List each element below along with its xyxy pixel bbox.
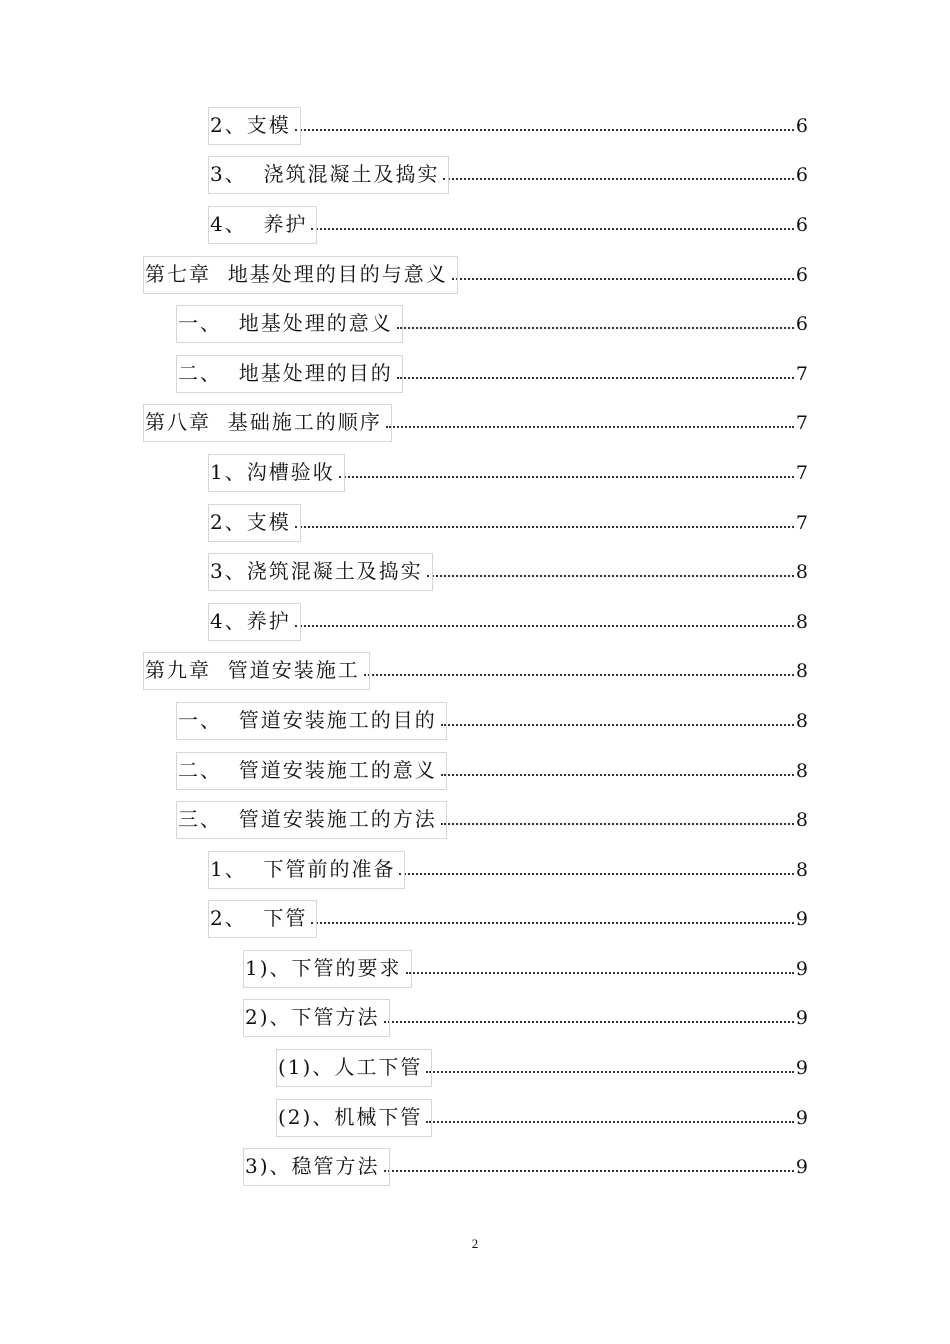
toc-entry-subsubitem[interactable] bbox=[0, 1092, 950, 1142]
toc-entry-section[interactable] bbox=[0, 348, 950, 398]
toc-entry-page: 9 bbox=[795, 1156, 808, 1179]
toc-entry-title: 1)、下管的要求 bbox=[245, 953, 404, 983]
toc-entry-page: 9 bbox=[795, 908, 808, 931]
toc-entry-page: 7 bbox=[795, 511, 808, 534]
toc-entry-section[interactable] bbox=[0, 298, 950, 348]
toc-entry-section[interactable] bbox=[0, 745, 950, 795]
toc-entry-page: 7 bbox=[795, 461, 808, 484]
toc-entry-title: 第七章 地基处理的目的与意义 bbox=[145, 259, 450, 289]
toc-leader-dots bbox=[311, 228, 793, 230]
toc-entry-page: 8 bbox=[795, 809, 808, 832]
toc-entry-subitem[interactable] bbox=[0, 1141, 950, 1191]
page-number: 2 bbox=[471, 1236, 479, 1251]
toc-entry-chapter[interactable] bbox=[0, 646, 950, 696]
toc-entry-title: 4、养护 bbox=[210, 606, 293, 636]
toc-leader-dots bbox=[295, 526, 794, 528]
toc-entry-title: 3、浇筑混凝土及捣实 bbox=[210, 556, 425, 586]
toc-leader-dots bbox=[406, 972, 794, 974]
toc-entry-title: 三、 管道安装施工的方法 bbox=[178, 804, 439, 834]
toc-entry-page: 8 bbox=[795, 709, 808, 732]
toc-entry-page: 9 bbox=[795, 957, 808, 980]
toc-entry-page: 6 bbox=[795, 263, 808, 286]
toc-entry-subitem[interactable] bbox=[0, 993, 950, 1043]
toc-entry-subsubitem[interactable] bbox=[0, 1042, 950, 1092]
toc-entry-title: 一、 地基处理的意义 bbox=[178, 308, 395, 338]
toc-entry-page: 9 bbox=[795, 1106, 808, 1129]
toc-entry-title: 二、 地基处理的目的 bbox=[178, 358, 395, 388]
toc-leader-dots bbox=[311, 922, 793, 924]
toc-entry-page: 7 bbox=[795, 362, 808, 385]
toc-leader-dots bbox=[397, 377, 794, 379]
toc-entry[interactable] bbox=[0, 894, 950, 944]
toc-entry-title: 第八章 基础施工的顺序 bbox=[145, 407, 384, 437]
toc-entry-page: 8 bbox=[795, 660, 808, 683]
toc-entry-title: 第九章 管道安装施工 bbox=[145, 655, 362, 685]
toc-entry-subitem[interactable] bbox=[0, 943, 950, 993]
toc-entry-section[interactable] bbox=[0, 695, 950, 745]
toc-entry-title: 2、支模 bbox=[210, 110, 293, 140]
toc-leader-dots bbox=[441, 774, 794, 776]
toc-entry-title: 1、沟槽验收 bbox=[210, 457, 337, 487]
toc-entry-page: 6 bbox=[795, 114, 808, 137]
toc-entry-page: 8 bbox=[795, 561, 808, 584]
toc-leader-dots bbox=[384, 1170, 794, 1172]
toc-entry-title: 4、 养护 bbox=[210, 209, 309, 239]
toc-entry-page: 8 bbox=[795, 759, 808, 782]
toc-entry-page: 6 bbox=[795, 213, 808, 236]
toc-leader-dots bbox=[426, 1071, 794, 1073]
toc-leader-dots bbox=[426, 1121, 794, 1123]
toc-entry-section[interactable] bbox=[0, 794, 950, 844]
toc-entry-page: 9 bbox=[795, 1007, 808, 1030]
toc-leader-dots bbox=[364, 674, 794, 676]
toc-leader-dots bbox=[386, 426, 794, 428]
toc-leader-dots bbox=[397, 327, 794, 329]
toc-entry-page: 8 bbox=[795, 610, 808, 633]
toc-entry[interactable] bbox=[0, 100, 950, 150]
toc-entry-title: 1、 下管前的准备 bbox=[210, 854, 397, 884]
toc-entry-page: 6 bbox=[795, 164, 808, 187]
toc-leader-dots bbox=[339, 476, 794, 478]
toc-entry[interactable] bbox=[0, 150, 950, 200]
toc-entry-page: 8 bbox=[795, 858, 808, 881]
toc-leader-dots bbox=[295, 129, 794, 131]
toc-entry[interactable] bbox=[0, 447, 950, 497]
table-of-contents bbox=[0, 100, 950, 1191]
toc-entry[interactable] bbox=[0, 199, 950, 249]
toc-entry-chapter[interactable] bbox=[0, 249, 950, 299]
toc-entry-page: 7 bbox=[795, 412, 808, 435]
toc-entry-title: (2)、机械下管 bbox=[278, 1102, 424, 1132]
toc-leader-dots bbox=[441, 724, 794, 726]
toc-leader-dots bbox=[441, 823, 794, 825]
toc-leader-dots bbox=[399, 873, 793, 875]
toc-entry-page: 9 bbox=[795, 1057, 808, 1080]
toc-leader-dots bbox=[443, 178, 793, 180]
toc-entry[interactable] bbox=[0, 844, 950, 894]
toc-entry-chapter[interactable] bbox=[0, 398, 950, 448]
toc-entry-title: 3、 浇筑混凝土及捣实 bbox=[210, 159, 441, 189]
toc-entry-title: 二、 管道安装施工的意义 bbox=[178, 755, 439, 785]
toc-entry-title: 2)、下管方法 bbox=[245, 1002, 382, 1032]
toc-entry-title: 2、支模 bbox=[210, 507, 293, 537]
toc-entry[interactable] bbox=[0, 546, 950, 596]
toc-entry-title: 2、 下管 bbox=[210, 903, 309, 933]
toc-leader-dots bbox=[427, 575, 794, 577]
toc-leader-dots bbox=[295, 625, 794, 627]
toc-entry[interactable] bbox=[0, 497, 950, 547]
toc-leader-dots bbox=[384, 1021, 794, 1023]
toc-entry-page: 6 bbox=[795, 313, 808, 336]
toc-entry-title: 3)、稳管方法 bbox=[245, 1151, 382, 1181]
toc-entry[interactable] bbox=[0, 596, 950, 646]
toc-entry-title: (1)、人工下管 bbox=[278, 1052, 424, 1082]
toc-entry-title: 一、 管道安装施工的目的 bbox=[178, 705, 439, 735]
toc-leader-dots bbox=[452, 278, 794, 280]
